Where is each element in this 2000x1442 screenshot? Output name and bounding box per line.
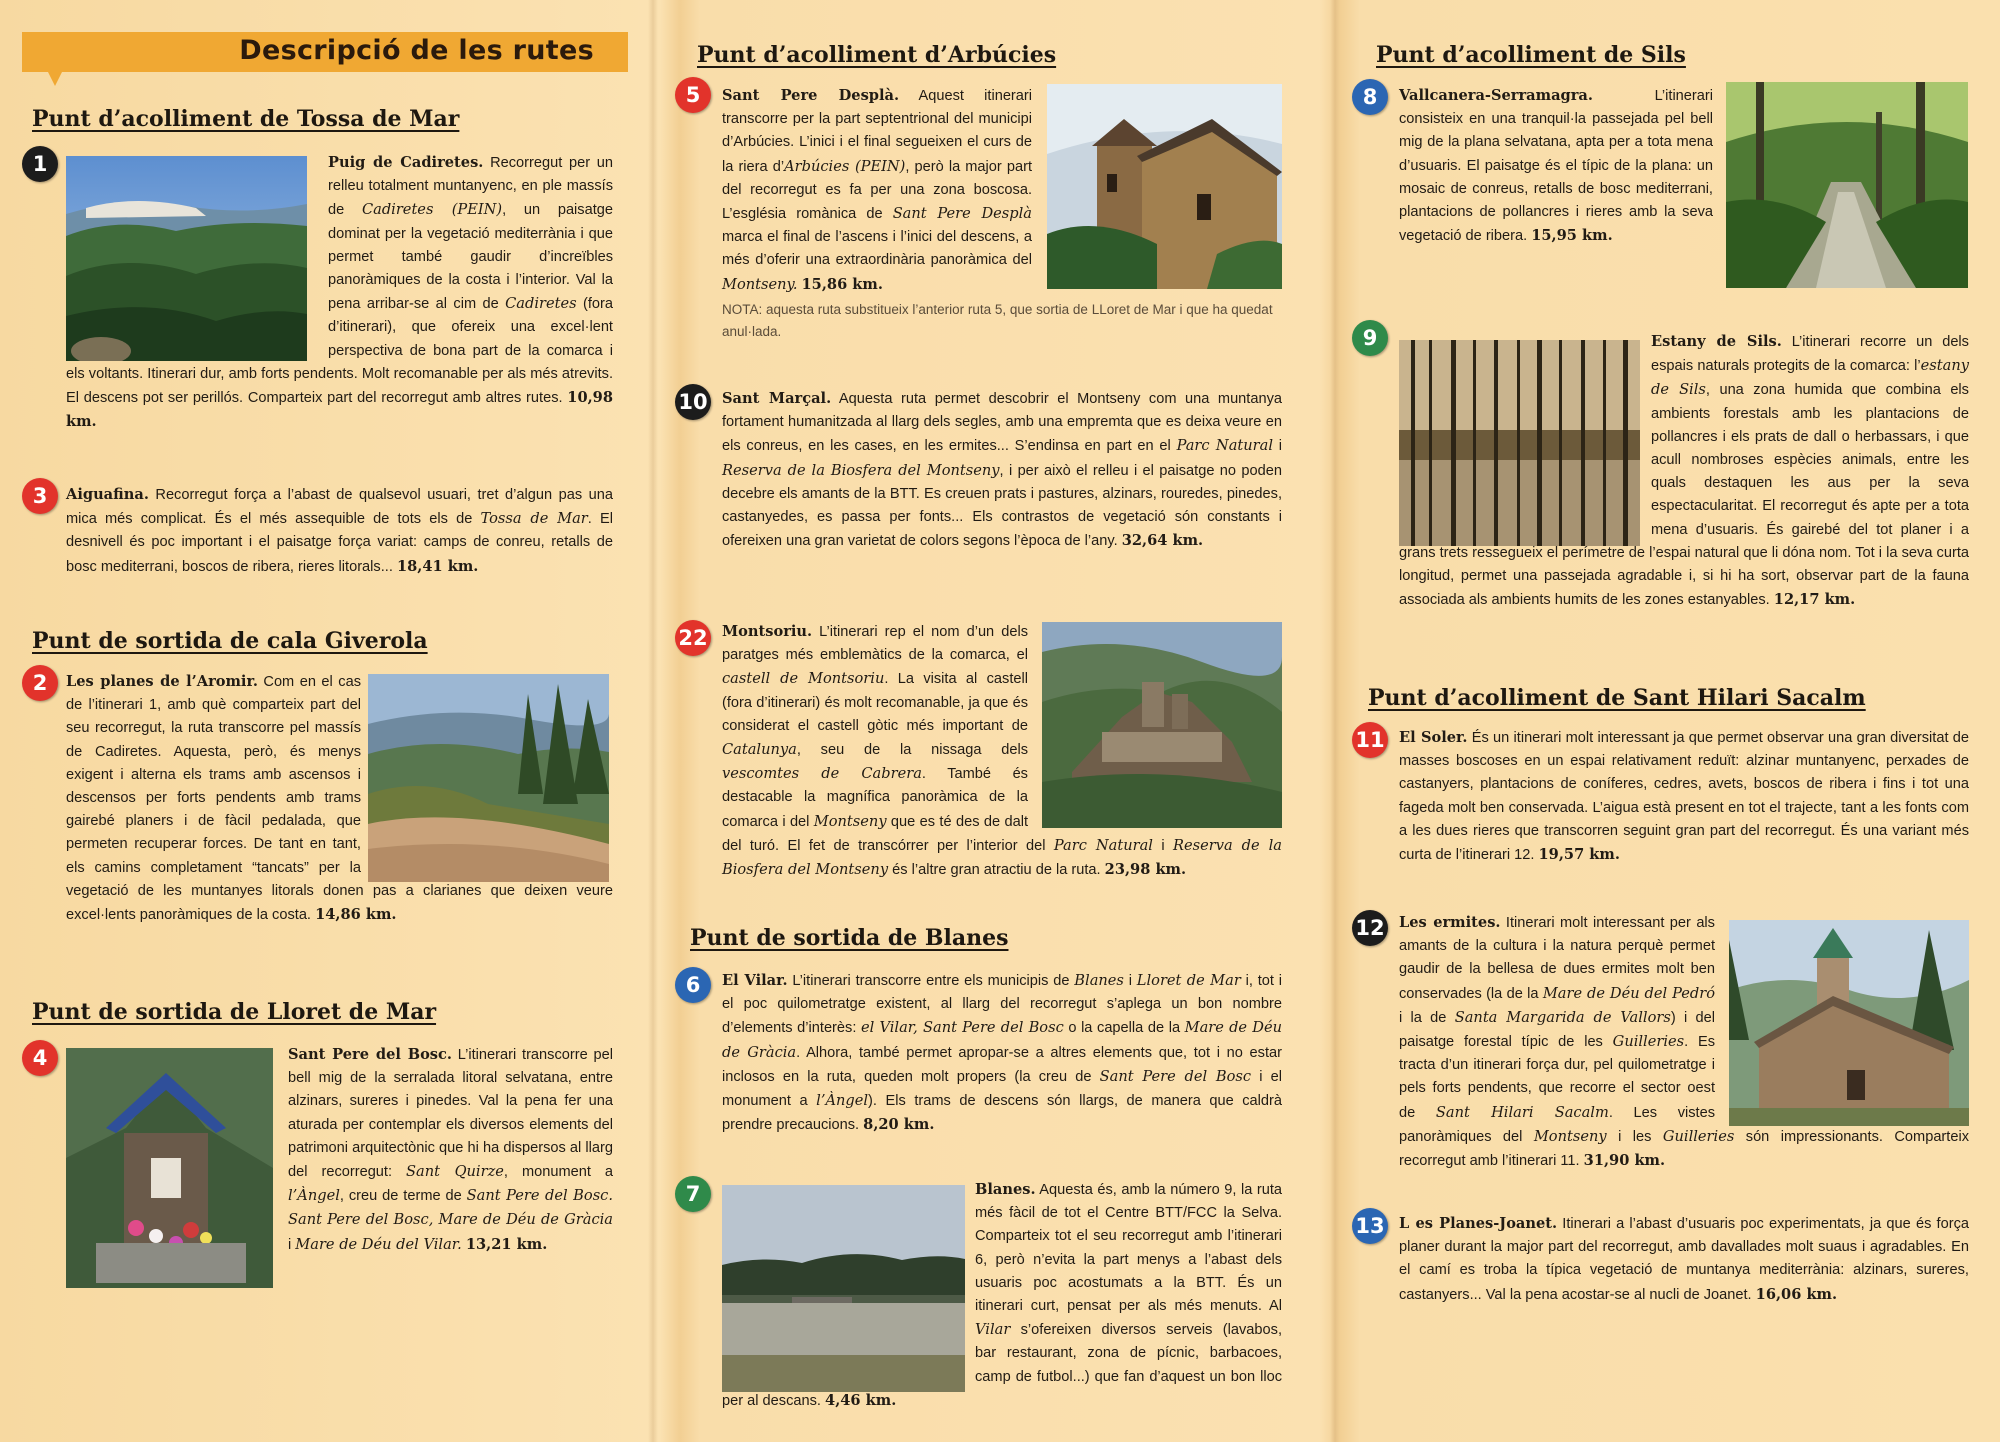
section-heading-sils: Punt d’acolliment de Sils [1376, 42, 1686, 68]
route-5-text: Sant Pere Desplà. Aquest itinerari transcorre per la part septentrional del municipi d’Arbúcies. L’inici i el final segueixen el curs de la riera d’Arbúcies (PEIN), però la major part del recorregut es fa per una zona boscosa. L’església romànica de Sant Pere Desplà marca el final de l’ascens i l’inici del descens, a més d’oferir una extraordinària panoràmica del Montseny. 15,86 km. [722, 87, 1033, 293]
route-number-badge: 13 [1352, 1208, 1388, 1244]
photo-chapel-shrine [66, 1048, 273, 1288]
route-9-text: Estany de Sils. L’itinerari recorre un dels espais naturals protegits de la comarca: l’estany de Sils, una zona humida que combina els ambients forestals amb les plantacions de pollancres i els prats de dall o herbassars, i que acull nombroses espècies animals, entre les quals destaquen les aus per la seva espectacularitat. El recorregut és apte per a tota mena d’usuaris. És gairebé del tot planer i a grans trets ressegueix el perímetre de l’espai natural que li dóna nom. Tot i la seva curta longitud, permet una passejada agradable i, si hi ha sort, observar part de la fauna associada als ambients humits de les zones estanyables. 12,17 km. [1399, 333, 1969, 609]
route-number-badge: 4 [22, 1040, 58, 1076]
route-13-text: L es Planes-Joanet. Itinerari a l’abast d’usuaris poc experimentats, ja que és força planer durant la major part del recorregut, amb davallades molt suaus i agradables. En el camí es troba la típica vegetació de muntanya mediterrània: alzinars, sureres, castanyers... Val la pena acostar-se al nucli de Joanet. 16,06 km. [1399, 1215, 1969, 1303]
route-11-text: El Soler. És un itinerari molt interessant ja que permet observar una gran diversitat de masses boscoses en un espai relativament reduït: alzinar muntanyenc, perxades de castanyers, plantacions de coníferes, cedres, avets, boscos de ribera i fins i tot una fageda molt ben conservada. L’aigua està present en tot el trajecte, tant a les fonts com a les dues rieres que transcorren seguint gran part del recorregut. És una variant més curta de l’itinerari 12. 19,57 km. [1399, 729, 1969, 864]
route-number-badge: 9 [1352, 320, 1388, 356]
title-banner [22, 32, 628, 72]
route-number-badge: 6 [675, 967, 711, 1003]
section-heading-giverola: Punt de sortida de cala Giverola [32, 628, 428, 654]
route-number-badge: 8 [1352, 79, 1388, 115]
route-6-text: El Vilar. L’itinerari transcorre entre els municipis de Blanes i Lloret de Mar i, tot i el poc quilometratge existent, al llarg del recorregut s’aplega un bon nombre d’elements d’interès: el Vilar, Sant Pere del Bosc o la capella de la Mare de Déu de Gràcia. Alhora, també permet apropar-se a altres elements que, tot i no estar inclosos en la ruta, queden molt propers (la creu de Sant Pere del Bosc i el monument a l’Àngel). Els trams de descens són llargs, de manera que caldrà prendre precaucions. 8,20 km. [722, 972, 1283, 1134]
route-8-text: Vallcanera-Serramagra. L’itinerari consisteix en una tranquil·la passejada pel bell mig de la plana selvatana, apta per a tota mena d’usuaris. El paisatge és el típic de la plana: un mosaic de conreus, retalls de bosc mediterrani, plantacions de pollancres i rieres amb la seva vegetació de ribera. 15,95 km. [1399, 87, 1713, 245]
fold-line-left [648, 0, 658, 1442]
route-2-text: Les planes de l’Aromir. Com en el cas de l’itinerari 1, amb què comparteix part del seu recorregut, la ruta transcorre pel massís de Cadiretes. Aquesta, però, és menys exigent i alterna els trams amb ascensos i descensos per forts pendents amb trams gairebé planers i de fàcil pedalada, que permeten recuperar forces. De tant en tant, els camins completament “tancats” per la vegetació de les muntanyes litorals donen pas a clarianes que deixen veure excel·lents panoràmiques de la costa. 14,86 km. [66, 673, 613, 924]
section-heading-sant-hilari: Punt d’acolliment de Sant Hilari Sacalm [1368, 685, 1866, 711]
section-heading-blanes: Punt de sortida de Blanes [690, 925, 1009, 951]
route-1-text: Puig de Cadiretes. Recorregut per un relleu totalment muntanyenc, en ple massís de Cadiretes (PEIN), un paisatge dominat per la vegetació mediterrània i que permet també gaudir d’increïbles panoràmiques de la costa i l’interior. Val la pena arribar-se al cim de Cadiretes (fora d’itinerari), que ofereix una excel·lent perspectiva de bona part de la comarca i els voltants. Itinerari dur, amb forts pendents. Molt recomanable per als més atrevits. El descens pot ser perillós. Comparteix part del recorregut amb altres rutes. 10,98 km. [66, 154, 614, 431]
route-number-badge: 22 [675, 620, 711, 656]
route-5-note: NOTA: aquesta ruta substitueix l’anterior ruta 5, que sortia de LLoret de Mar i que ha quedat anul·lada. [722, 302, 1273, 339]
route-10-text: Sant Marçal. Aquesta ruta permet descobrir el Montseny com una muntanya fortament humanitzada al llarg dels segles, amb una empremta que es deixa veure en els conreus, en les cases, en les ermites... S’endinsa en part en el Parc Natural i Reserva de la Biosfera del Montseny, i per això el relleu i el paisatge no poden decebre els amants de la BTT. Es creuen prats i pastures, alzinars, rouredes, pinedes, castanyedes, es passa per fonts... Els contrastos de vegetació són constants i ofereixen una gran varietat de colors segons l’època de l’any. 32,64 km. [722, 390, 1283, 550]
route-number-badge: 2 [22, 665, 58, 701]
route-number-badge: 3 [22, 478, 58, 514]
route-12-text: Les ermites. Itinerari molt interessant per als amants de la cultura i la natura perquè permet gaudir de la bellesa de dues ermites molt ben conservades (la de la Mare de Déu del Pedró i la de Santa Margarida de Vallors) i del paisatge forestal típic de les Guilleries. Es tracta d’un itinerari força dur, pel quilometratge i pels forts pendents, que recorre el sector oest de Sant Hilari Sacalm. Les vistes panoràmiques del Montseny i les Guilleries són impressionants. Comparteix recorregut amb l’itinerari 11. 31,90 km. [1399, 914, 1970, 1170]
route-number-badge: 7 [675, 1176, 711, 1212]
section-heading-lloret: Punt de sortida de Lloret de Mar [32, 999, 437, 1025]
section-heading-arbucies: Punt d’acolliment d’Arbúcies [697, 42, 1057, 68]
route-22-text: Montsoriu. L’itinerari rep el nom d’un dels paratges més emblemàtics de la comarca, el castell de Montsoriu. La visita al castell (fora d’itinerari) és molt recomanable, ja que és considerat el castell gòtic més important de Catalunya, seu de la nissaga dels vescomtes de Cabrera. També és destacable la magnífica panoràmica de la comarca i del Montseny que es té des de dalt del turó. El fet de transcórrer per l’interior del Parc Natural i Reserva de la Biosfera del Montseny és l’altre gran atractiu de la ruta. 23,98 km. [722, 623, 1282, 879]
banner-title: Descripció de les rutes [239, 35, 594, 66]
fold-line-right [1330, 0, 1340, 1442]
route-number-badge: 5 [675, 77, 711, 113]
route-3-text: Aiguafina. Recorregut força a l’abast de qualsevol usuari, tret d’algun pas una mica més complicat. És el més assequible de tots els de Tossa de Mar. El desnivell és poc important i el paisatge força variat: camps de conreu, retalls de bosc mediterrani, boscos de ribera, rieres litorals... 18,41 km. [66, 486, 613, 575]
route-number-badge: 1 [22, 146, 58, 182]
route-number-badge: 11 [1352, 722, 1388, 758]
route-number-badge: 10 [675, 384, 711, 420]
route-4-text: Sant Pere del Bosc. L’itinerari transcorre pel bell mig de la serralada litoral selvatana, entre alzinars, sureres i pinedes. Val la pena fer una aturada per contemplar els diversos elements del patrimoni arquitectònic que hi ha dispersos al llarg del recorregut: Sant Quirze, monument a l’Àngel, creu de terme de Sant Pere del Bosc. Sant Pere del Bosc, Mare de Déu de Gràcia i Mare de Déu del Vilar. 13,21 km. [288, 1046, 614, 1253]
route-number-badge: 12 [1352, 910, 1388, 946]
route-7-text: Blanes. Aquesta és, amb la número 9, la ruta més fàcil de tot el Centre BTT/FCC la Selva. Comparteix tot el seu recorregut amb l’itinerari 6, però n’evita la part menys a l’abast dels usuaris poc acostumats a la BTT. És un itinerari curt, pensat per als més menuts. Al Vilar s’ofereixen diversos serveis (lavabos, bar restaurant, zona de pícnic, barbacoes, camp de futbol...) que fan d’aquest un bon lloc per al descans. 4,46 km. [722, 1181, 1283, 1409]
section-heading-tossa: Punt d’acolliment de Tossa de Mar [32, 106, 460, 132]
